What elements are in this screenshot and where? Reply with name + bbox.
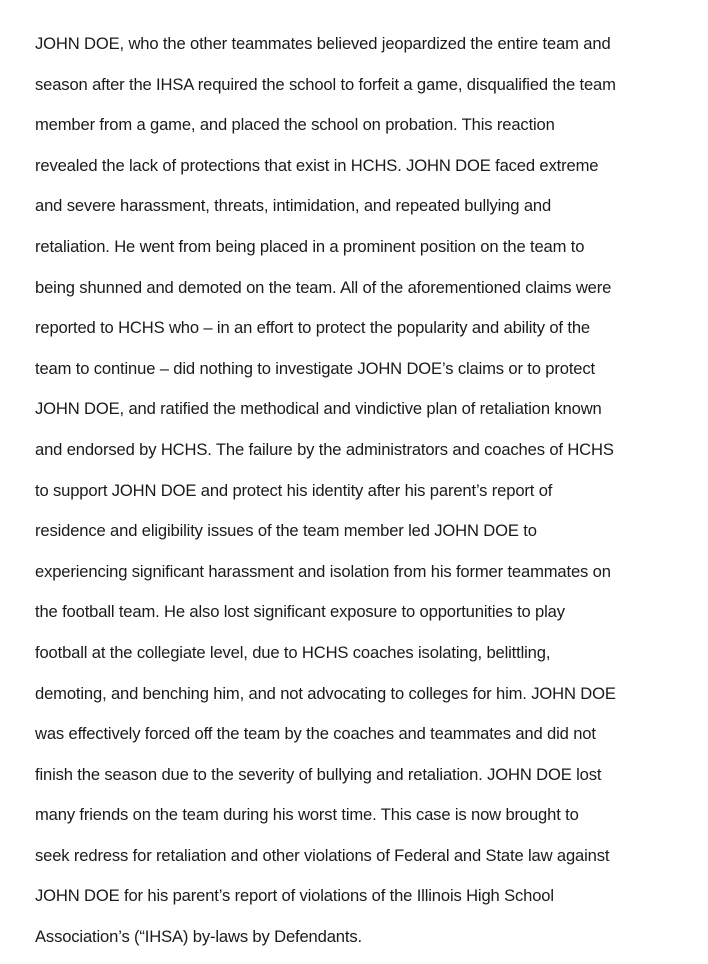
text-line: football at the collegiate level, due to HCHS coaches isolating, belittling, — [35, 642, 551, 662]
text-line: seek redress for retaliation and other violations of Federal and State law against — [35, 845, 610, 865]
text-line: JOHN DOE, who the other teammates believed jeopardized the entire team and — [35, 34, 611, 53]
text-line: to support JOHN DOE and protect his identity after his parent’s report of — [35, 480, 553, 500]
text-line: retaliation. He went from being placed in a prominent position on the team to — [35, 236, 585, 256]
text-line: reported to HCHS who – in an effort to protect the popularity and ability of the — [35, 318, 590, 338]
text-line: Association’s (“IHSA) by-laws by Defendants. — [35, 927, 362, 947]
text-line: team to continue – did nothing to investigate JOHN DOE’s claims or to protect — [35, 358, 595, 378]
text-line: season after the IHSA required the school to forfeit a game, disqualified the team — [35, 74, 616, 94]
body-paragraph — [35, 24, 695, 958]
text-line: experiencing significant harassment and isolation from his former teammates on — [35, 561, 611, 581]
text-line: JOHN DOE for his parent’s report of violations of the Illinois High School — [35, 886, 554, 906]
text-line: was effectively forced off the team by the coaches and teammates and did not — [35, 724, 596, 744]
text-line: being shunned and demoted on the team. All of the aforementioned claims were — [35, 277, 612, 297]
text-line: JOHN DOE, and ratified the methodical and vindictive plan of retaliation known — [35, 399, 602, 419]
text-line: finish the season due to the severity of bullying and retaliation. JOHN DOE lost — [35, 764, 602, 784]
text-line: revealed the lack of protections that exist in HCHS. JOHN DOE faced extreme — [35, 155, 599, 175]
text-line: demoting, and benching him, and not advocating to colleges for him. JOHN DOE — [35, 683, 616, 703]
text-line: residence and eligibility issues of the team member led JOHN DOE to — [35, 521, 537, 541]
text-line: many friends on the team during his worst time. This case is now brought to — [35, 805, 579, 825]
text-line: the football team. He also lost significant exposure to opportunities to play — [35, 602, 565, 622]
text-line: member from a game, and placed the school on probation. This reaction — [35, 115, 555, 135]
text-line: and severe harassment, threats, intimidation, and repeated bullying and — [35, 196, 552, 216]
text-line: and endorsed by HCHS. The failure by the administrators and coaches of HCHS — [35, 439, 614, 459]
